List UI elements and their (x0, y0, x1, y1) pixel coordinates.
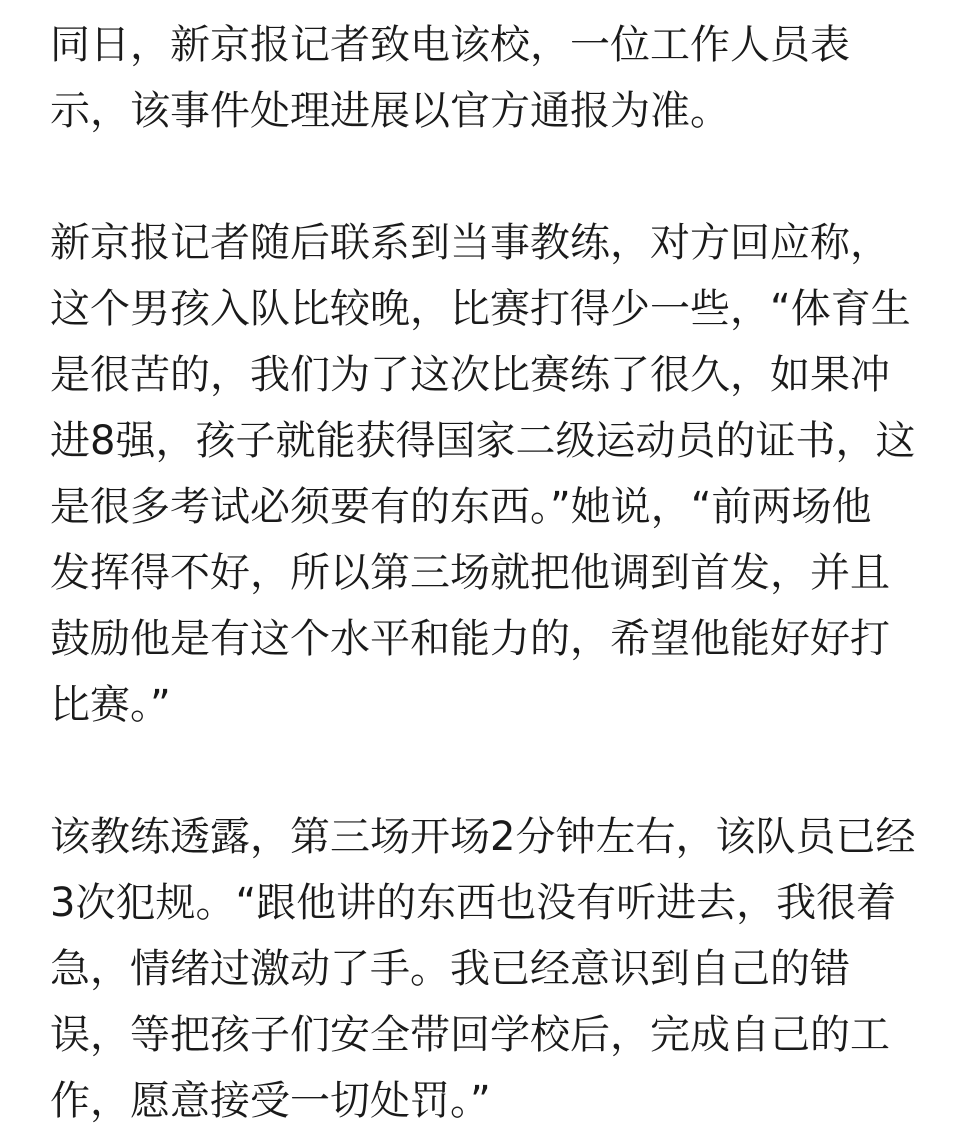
text-line: 这个男孩入队比较晚，比赛打得少一些，“体育生 (50, 286, 911, 332)
text-line: 是很苦的，我们为了这次比赛练了很久，如果冲 (50, 352, 890, 398)
text-line: 该教练透露，第三场开场2分钟左右，该队员已经 (50, 814, 916, 860)
text-line: 3次犯规。“跟他讲的东西也没有听进去，我很着 (50, 880, 897, 926)
text-line: 新京报记者随后联系到当事教练，对方回应称， (50, 220, 890, 266)
text-line: 鼓励他是有这个水平和能力的，希望他能好好打 (50, 616, 890, 662)
text-line: 比赛。” (50, 682, 171, 728)
text-line: 是很多考试必须要有的东西。”她说，“前两场他 (50, 484, 872, 530)
text-line: 作，愿意接受一切处罚。” (50, 1078, 491, 1124)
text-line: 发挥得不好，所以第三场就把他调到首发，并且 (50, 550, 890, 596)
paragraph-school-response (50, 12, 922, 144)
text-line: 急，情绪过激动了手。我已经意识到自己的错 (50, 946, 850, 992)
text-line: 同日，新京报记者致电该校，一位工作人员表 (50, 22, 850, 68)
text-line: 进8强，孩子就能获得国家二级运动员的证书，这 (50, 418, 916, 464)
text-line: 示，该事件处理进展以官方通报为准。 (50, 88, 730, 134)
paragraph-coach-revelation (50, 804, 922, 1134)
article-body (50, 12, 922, 1134)
paragraph-spacer (50, 144, 922, 210)
text-line: 误，等把孩子们安全带回学校后，完成自己的工 (50, 1012, 890, 1058)
paragraph-coach-response (50, 210, 922, 738)
paragraph-spacer (50, 738, 922, 804)
